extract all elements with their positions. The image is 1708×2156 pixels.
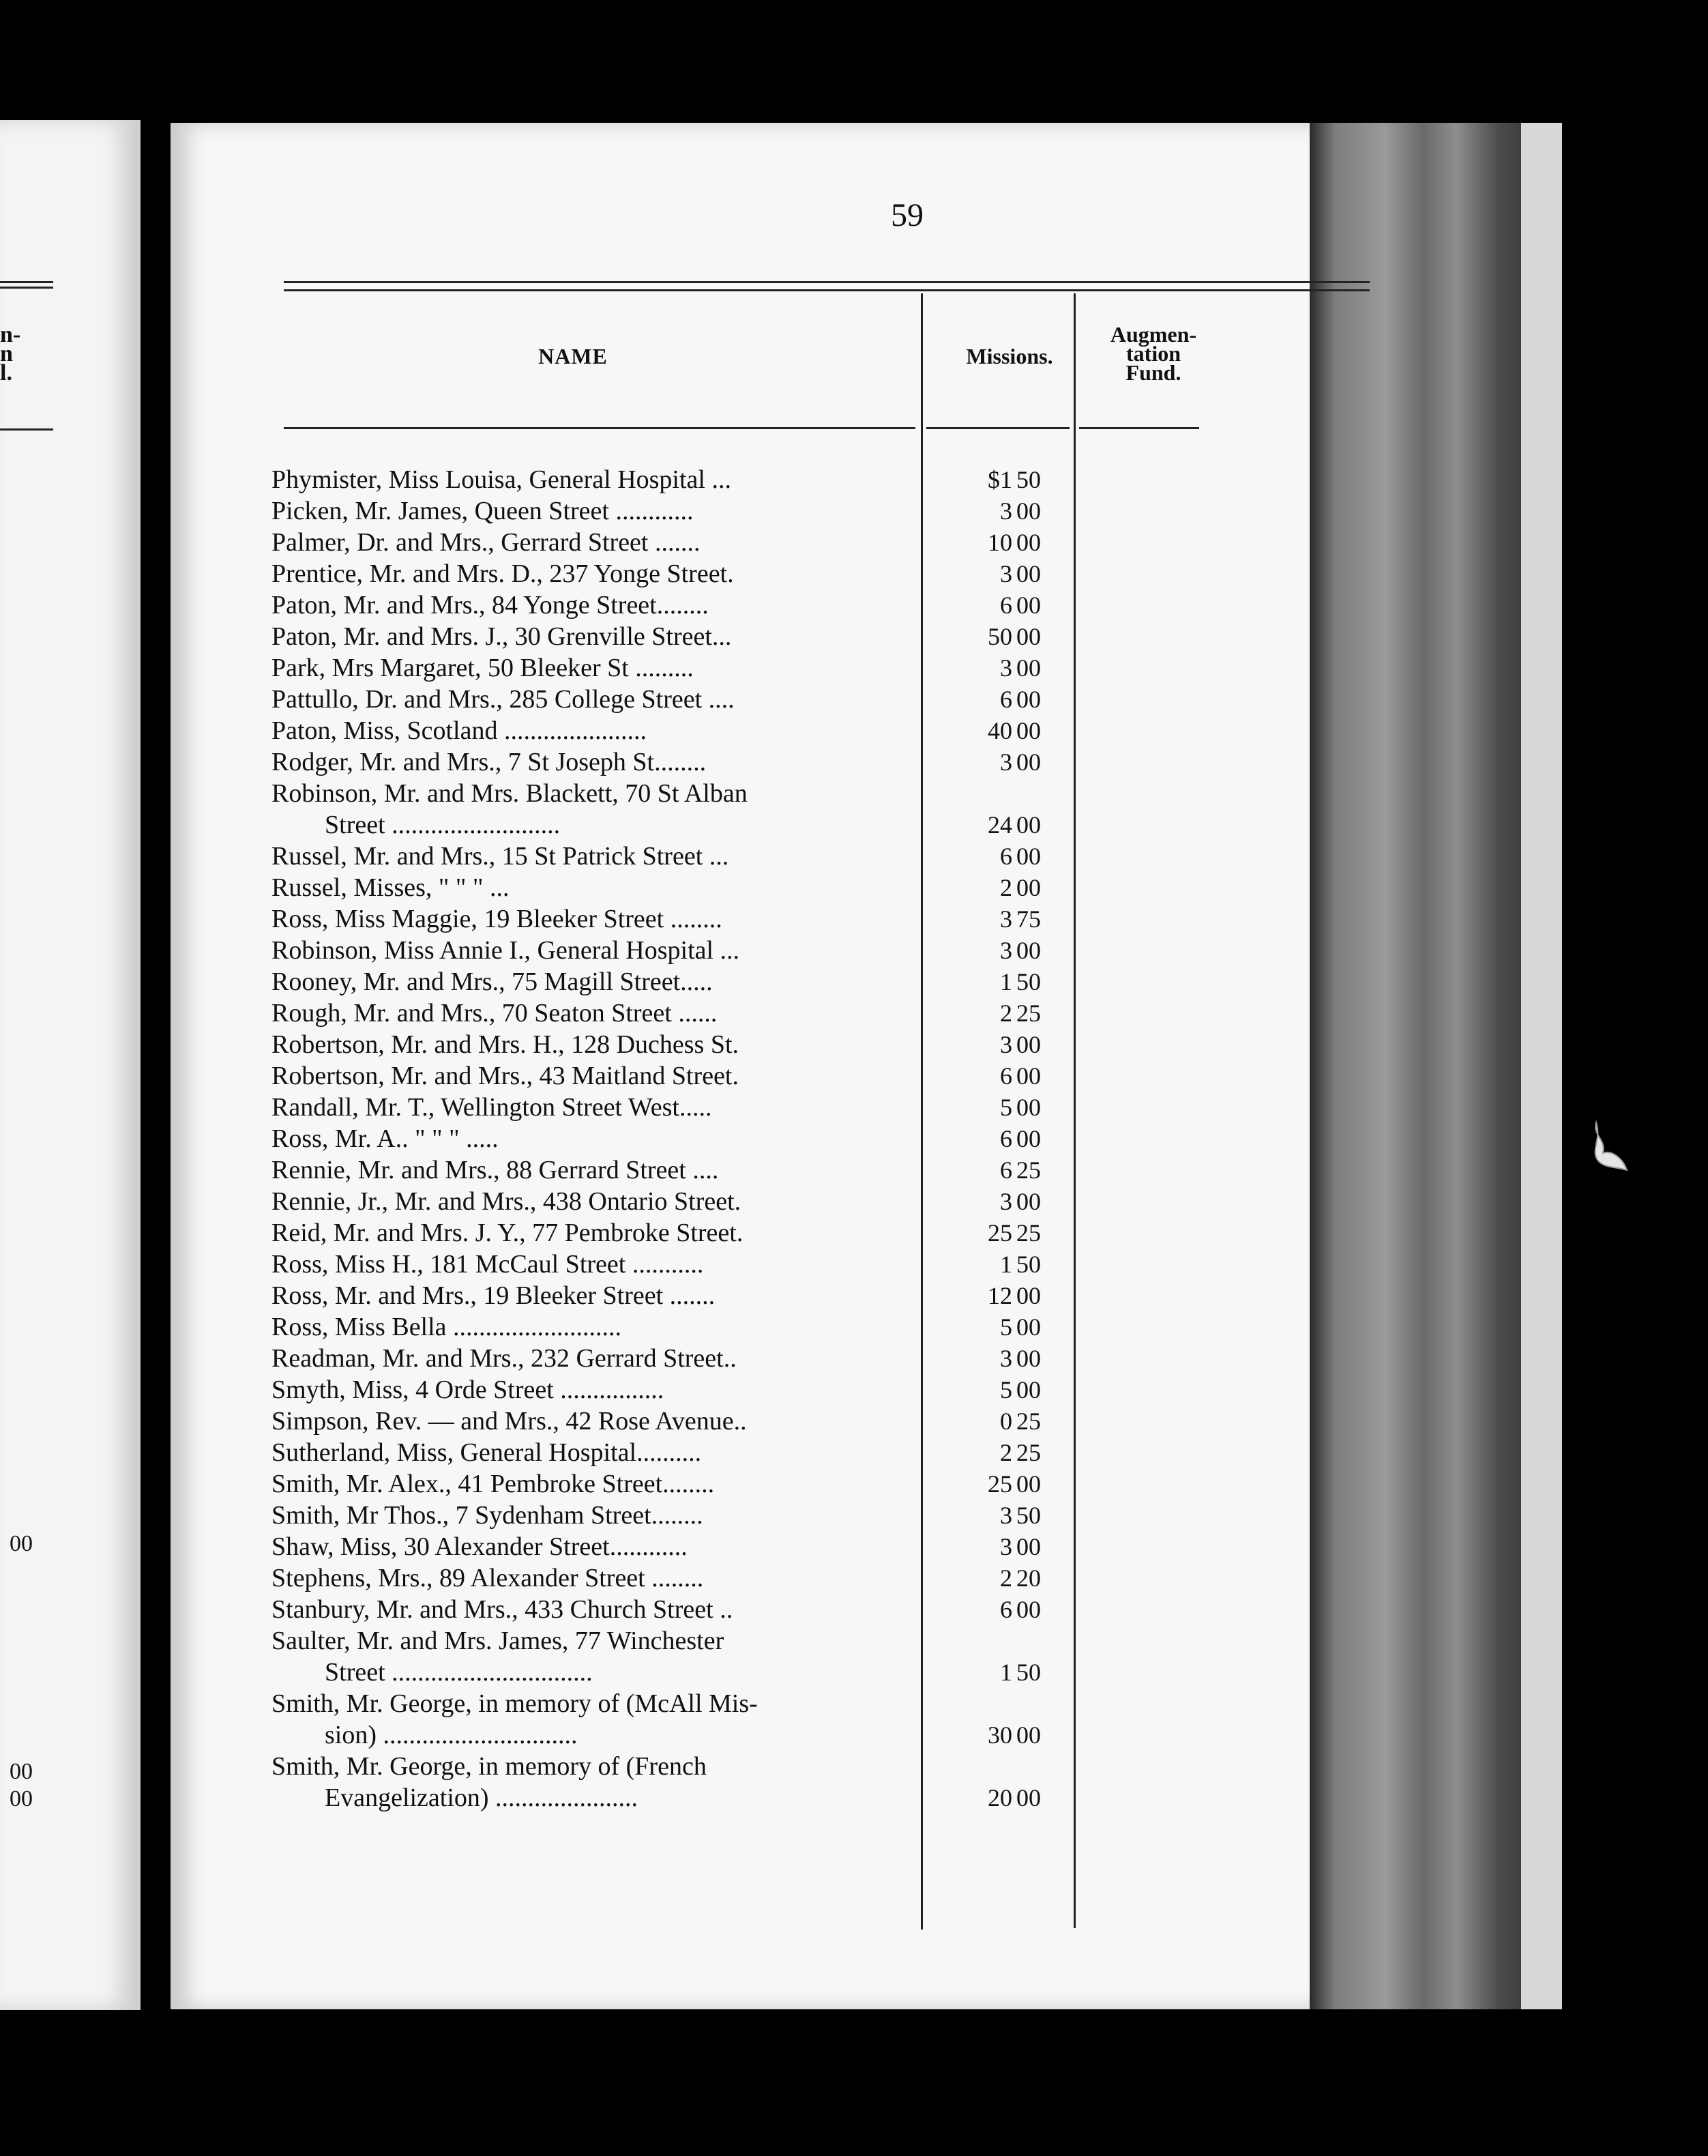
missions-cents: 25 bbox=[1016, 1156, 1041, 1184]
top-rule bbox=[284, 281, 1370, 283]
missions-cents: 00 bbox=[1016, 623, 1041, 650]
missions-dollars: 3 bbox=[1000, 1502, 1012, 1529]
ledger-row bbox=[171, 1657, 1310, 1688]
donor-name: Smith, Mr. Alex., 41 Pembroke Street........ bbox=[271, 1470, 715, 1498]
donor-name: Ross, Miss Maggie, 19 Bleeker Street ........ bbox=[271, 905, 722, 933]
ledger-row bbox=[171, 1343, 1310, 1374]
name-column-header: NAME bbox=[538, 344, 608, 368]
left-page-top-rule-2 bbox=[0, 287, 53, 289]
donor-name: Reid, Mr. and Mrs. J. Y., 77 Pembroke Street. bbox=[271, 1219, 743, 1247]
donor-name: Randall, Mr. T., Wellington Street West..... bbox=[271, 1093, 712, 1122]
left-amount: 00 bbox=[10, 1531, 33, 1556]
missions-cents: 00 bbox=[1016, 811, 1041, 839]
augmentation-fund-column-header bbox=[1089, 322, 1218, 385]
missions-dollars: 12 bbox=[988, 1282, 1012, 1309]
missions-cents: 50 bbox=[1016, 1251, 1041, 1278]
book-page-edge bbox=[1521, 123, 1562, 2009]
left-facing-page bbox=[0, 120, 141, 2010]
donor-name: Saulter, Mr. and Mrs. James, 77 Winchester bbox=[271, 1627, 724, 1655]
ledger-row bbox=[171, 1249, 1310, 1280]
ledger-row bbox=[171, 997, 1310, 1029]
donor-name: Smyth, Miss, 4 Orde Street ................ bbox=[271, 1375, 664, 1404]
ledger-row bbox=[171, 495, 1310, 527]
donor-name: Park, Mrs Margaret, 50 Bleeker St ......... bbox=[271, 654, 694, 682]
ledger-row bbox=[171, 464, 1310, 495]
missions-cents: 25 bbox=[1016, 1439, 1041, 1466]
missions-cents: 25 bbox=[1016, 1219, 1041, 1247]
missions-dollars: 20 bbox=[988, 1784, 1012, 1811]
missions-dollars: 2 bbox=[1000, 1564, 1012, 1592]
missions-dollars: 5 bbox=[1000, 1376, 1012, 1403]
donor-name: Paton, Miss, Scotland ...................... bbox=[271, 716, 647, 745]
donor-name: Rooney, Mr. and Mrs., 75 Magill Street..... bbox=[271, 967, 713, 996]
donor-name: Stephens, Mrs., 89 Alexander Street ........ bbox=[271, 1564, 704, 1592]
missions-cents: 75 bbox=[1016, 905, 1041, 933]
missions-dollars: 6 bbox=[1000, 1156, 1012, 1184]
missions-cents: 25 bbox=[1016, 1408, 1041, 1435]
missions-dollars: 0 bbox=[1000, 1408, 1012, 1435]
missions-dollars: 25 bbox=[988, 1219, 1012, 1247]
missions-dollars: 6 bbox=[1000, 1125, 1012, 1152]
ledger-row bbox=[171, 1217, 1310, 1249]
missions-cents: 00 bbox=[1016, 654, 1041, 682]
ledger-row bbox=[171, 527, 1310, 558]
donor-name-continuation: Street .......................... bbox=[325, 811, 561, 839]
ledger-row bbox=[171, 1186, 1310, 1217]
ledger-row bbox=[171, 809, 1310, 841]
missions-dollars: 3 bbox=[1000, 748, 1012, 776]
ledger-row bbox=[171, 746, 1310, 778]
ledger-row bbox=[171, 558, 1310, 589]
donor-name: Robinson, Mr. and Mrs. Blackett, 70 St Alban bbox=[271, 779, 748, 808]
missions-cents: 00 bbox=[1016, 1062, 1041, 1090]
ledger-row bbox=[171, 1468, 1310, 1500]
ledger-row bbox=[171, 1719, 1310, 1751]
ledger-row bbox=[171, 935, 1310, 966]
missions-cents: 00 bbox=[1016, 717, 1041, 744]
missions-cents: 50 bbox=[1016, 1659, 1041, 1686]
ledger-row bbox=[171, 1029, 1310, 1060]
donor-name: Rodger, Mr. and Mrs., 7 St Joseph St........ bbox=[271, 748, 707, 776]
missions-dollars: 6 bbox=[1000, 1062, 1012, 1090]
missions-cents: 20 bbox=[1016, 1564, 1041, 1592]
left-page-header-rule bbox=[0, 428, 53, 431]
missions-dollars: 5 bbox=[1000, 1313, 1012, 1341]
donor-name: Paton, Mr. and Mrs., 84 Yonge Street........ bbox=[271, 591, 709, 620]
missions-dollars: 30 bbox=[988, 1721, 1012, 1749]
missions-cents: 00 bbox=[1016, 1533, 1041, 1560]
missions-dollars: 3 bbox=[1000, 1533, 1012, 1560]
missions-cents: 00 bbox=[1016, 1282, 1041, 1309]
ledger-row bbox=[171, 715, 1310, 746]
ledger-row bbox=[171, 1405, 1310, 1437]
donor-name: Robertson, Mr. and Mrs. H., 128 Duchess St. bbox=[271, 1030, 739, 1059]
missions-dollars: 3 bbox=[1000, 497, 1012, 525]
missions-cents: 50 bbox=[1016, 1502, 1041, 1529]
ledger-page bbox=[171, 123, 1310, 2009]
donor-name: Ross, Mr. A.. " " " ..... bbox=[271, 1124, 499, 1153]
donor-name: Simpson, Rev. — and Mrs., 42 Rose Avenue.. bbox=[271, 1407, 747, 1436]
missions-cents: 00 bbox=[1016, 1596, 1041, 1623]
missions-cents: 25 bbox=[1016, 1000, 1041, 1027]
missions-dollars: 6 bbox=[1000, 592, 1012, 619]
ledger-row bbox=[171, 1311, 1310, 1343]
missions-header-rule bbox=[926, 427, 1070, 429]
donor-name: Readman, Mr. and Mrs., 232 Gerrard Street.. bbox=[271, 1344, 737, 1373]
donor-name-continuation: Evangelization) ...................... bbox=[325, 1783, 638, 1812]
missions-cents: 00 bbox=[1016, 1125, 1041, 1152]
missions-dollars: 2 bbox=[1000, 874, 1012, 901]
missions-cents: 00 bbox=[1016, 497, 1041, 525]
missions-dollars: 1 bbox=[1000, 1251, 1012, 1278]
donor-name: Picken, Mr. James, Queen Street ............ bbox=[271, 497, 694, 525]
ledger-row bbox=[171, 1688, 1310, 1719]
ledger-row bbox=[171, 1374, 1310, 1405]
ledger-row bbox=[171, 1625, 1310, 1657]
page-number: 59 bbox=[891, 197, 924, 233]
donor-name: Palmer, Dr. and Mrs., Gerrard Street ....... bbox=[271, 528, 701, 557]
donor-name: Russel, Mr. and Mrs., 15 St Patrick Street ... bbox=[271, 842, 729, 871]
missions-dollars: 3 bbox=[1000, 560, 1012, 587]
ledger-row bbox=[171, 1154, 1310, 1186]
missions-cents: 00 bbox=[1016, 1313, 1041, 1341]
ledger-row bbox=[171, 841, 1310, 872]
missions-cents: 00 bbox=[1016, 1784, 1041, 1811]
left-amount: 00 bbox=[10, 1759, 33, 1784]
donor-name: Smith, Mr. George, in memory of (French bbox=[271, 1752, 707, 1781]
missions-cents: 50 bbox=[1016, 466, 1041, 493]
missions-cents: 00 bbox=[1016, 1031, 1041, 1058]
donor-name-continuation: sion) .............................. bbox=[325, 1721, 578, 1749]
missions-dollars: 40 bbox=[988, 717, 1012, 744]
ledger-row bbox=[171, 1782, 1310, 1813]
left-header-fragment: n bbox=[0, 341, 13, 366]
missions-dollars: 5 bbox=[1000, 1094, 1012, 1121]
missions-cents: 00 bbox=[1016, 560, 1041, 587]
donor-name: Rennie, Jr., Mr. and Mrs., 438 Ontario Street. bbox=[271, 1187, 741, 1216]
donor-name: Ross, Mr. and Mrs., 19 Bleeker Street ....... bbox=[271, 1281, 716, 1310]
missions-dollars: 6 bbox=[1000, 843, 1012, 870]
ledger-row bbox=[171, 1123, 1310, 1154]
augmentation-header-rule bbox=[1079, 427, 1199, 429]
donor-name: Prentice, Mr. and Mrs. D., 237 Yonge Street. bbox=[271, 559, 734, 588]
missions-cents: 00 bbox=[1016, 686, 1041, 713]
augmentation-header-text: Augmen- tation Fund. bbox=[1110, 322, 1197, 385]
missions-cents: 00 bbox=[1016, 1094, 1041, 1121]
left-header-fragment: n- bbox=[0, 322, 21, 347]
ledger-row bbox=[171, 1531, 1310, 1562]
ledger-row bbox=[171, 652, 1310, 684]
missions-dollars: 6 bbox=[1000, 686, 1012, 713]
missions-cents: 00 bbox=[1016, 748, 1041, 776]
donor-name: Russel, Misses, " " " ... bbox=[271, 873, 510, 902]
missions-dollars: 25 bbox=[988, 1470, 1012, 1498]
ledger-row bbox=[171, 903, 1310, 935]
ledger-row bbox=[171, 872, 1310, 903]
donor-name: Stanbury, Mr. and Mrs., 433 Church Street .. bbox=[271, 1595, 733, 1624]
top-rule-2 bbox=[284, 289, 1370, 291]
missions-cents: 50 bbox=[1016, 968, 1041, 995]
ledger-row bbox=[171, 966, 1310, 997]
missions-dollars: 1 bbox=[1000, 968, 1012, 995]
ledger-row bbox=[171, 621, 1310, 652]
missions-cents: 00 bbox=[1016, 1721, 1041, 1749]
name-header-rule bbox=[284, 427, 915, 429]
donor-name: Robertson, Mr. and Mrs., 43 Maitland Street. bbox=[271, 1062, 739, 1090]
ledger-row bbox=[171, 589, 1310, 621]
missions-cents: 00 bbox=[1016, 592, 1041, 619]
left-header-fragment: l. bbox=[0, 360, 12, 385]
missions-dollars: 3 bbox=[1000, 905, 1012, 933]
left-page-top-rule bbox=[0, 281, 53, 283]
missions-dollars: $1 bbox=[988, 466, 1012, 493]
donor-name: Phymister, Miss Louisa, General Hospital ... bbox=[271, 465, 731, 494]
missions-cents: 00 bbox=[1016, 1345, 1041, 1372]
donor-name: Rennie, Mr. and Mrs., 88 Gerrard Street .... bbox=[271, 1156, 719, 1184]
donor-name: Smith, Mr Thos., 7 Sydenham Street........ bbox=[271, 1501, 703, 1530]
donor-name: Sutherland, Miss, General Hospital.......... bbox=[271, 1438, 702, 1467]
donor-name: Smith, Mr. George, in memory of (McAll Mis- bbox=[271, 1689, 758, 1718]
donor-name: Rough, Mr. and Mrs., 70 Seaton Street ...... bbox=[271, 999, 718, 1028]
missions-dollars: 6 bbox=[1000, 1596, 1012, 1623]
missions-dollars: 1 bbox=[1000, 1659, 1012, 1686]
missions-dollars: 2 bbox=[1000, 1439, 1012, 1466]
ledger-row bbox=[171, 1562, 1310, 1594]
ledger-row bbox=[171, 1437, 1310, 1468]
missions-cents: 00 bbox=[1016, 874, 1041, 901]
ledger-row bbox=[171, 1500, 1310, 1531]
donor-name: Ross, Miss Bella .......................... bbox=[271, 1313, 622, 1341]
missions-dollars: 10 bbox=[988, 529, 1012, 556]
ledger-row bbox=[171, 1594, 1310, 1625]
missions-cents: 00 bbox=[1016, 1470, 1041, 1498]
missions-dollars: 3 bbox=[1000, 1345, 1012, 1372]
donor-name: Ross, Miss H., 181 McCaul Street ........... bbox=[271, 1250, 704, 1279]
donor-name: Robinson, Miss Annie I., General Hospital ... bbox=[271, 936, 740, 965]
thumb-fragment bbox=[1589, 1119, 1630, 1174]
ledger-row bbox=[171, 684, 1310, 715]
donor-name: Shaw, Miss, 30 Alexander Street............ bbox=[271, 1532, 688, 1561]
ledger-row bbox=[171, 1092, 1310, 1123]
donor-name: Pattullo, Dr. and Mrs., 285 College Street .... bbox=[271, 685, 735, 714]
donor-name-continuation: Street ............................... bbox=[325, 1658, 593, 1687]
missions-dollars: 24 bbox=[988, 811, 1012, 839]
missions-cents: 00 bbox=[1016, 843, 1041, 870]
ledger-row bbox=[171, 1060, 1310, 1092]
ledger-row bbox=[171, 1751, 1310, 1782]
donor-name: Paton, Mr. and Mrs. J., 30 Grenville Street... bbox=[271, 622, 732, 651]
left-amount: 00 bbox=[10, 1786, 33, 1811]
missions-cents: 00 bbox=[1016, 937, 1041, 964]
missions-column-header: Missions. bbox=[966, 344, 1053, 368]
missions-cents: 00 bbox=[1016, 529, 1041, 556]
missions-cents: 00 bbox=[1016, 1376, 1041, 1403]
missions-dollars: 3 bbox=[1000, 1188, 1012, 1215]
missions-dollars: 3 bbox=[1000, 937, 1012, 964]
ledger-row bbox=[171, 778, 1310, 809]
missions-dollars: 50 bbox=[988, 623, 1012, 650]
missions-dollars: 2 bbox=[1000, 1000, 1012, 1027]
missions-dollars: 3 bbox=[1000, 654, 1012, 682]
missions-cents: 00 bbox=[1016, 1188, 1041, 1215]
ledger-row bbox=[171, 1280, 1310, 1311]
missions-dollars: 3 bbox=[1000, 1031, 1012, 1058]
